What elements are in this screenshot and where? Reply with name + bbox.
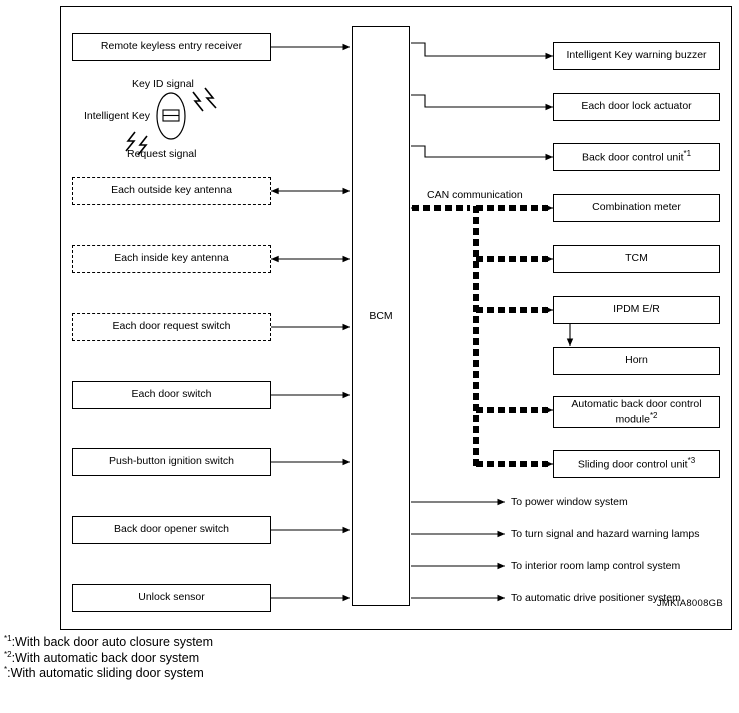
can-node-combination-meter [553,194,720,222]
input-label: Unlock sensor [138,591,205,604]
system-link-power-window: To power window system [511,496,628,508]
can-node-label: TCM [625,252,648,265]
can-node-ipdm-er [553,296,720,324]
input-label: Each inside key antenna [114,252,229,265]
output-box-intelligent-key-warning-buzzer [553,42,720,70]
bcm-label: BCM [369,310,393,322]
can-node-label: IPDM E/R [613,303,660,316]
footnote-text: :With automatic sliding door system [7,666,204,681]
input-box-unlock-sensor [72,584,271,612]
output-footnote-marker: *1 [683,149,692,159]
footnote-marker: * [4,665,8,675]
can-node-footnote-marker: *3 [687,456,696,466]
system-link-automatic-drive-positioner: To automatic drive positioner system [511,592,681,604]
output-box-each-door-lock-actuator [553,93,720,121]
system-link-turn-signal-hazard: To turn signal and hazard warning lamps [511,528,700,540]
can-node-label: Combination meter [592,201,681,214]
intelligent-key-label: Intelligent Key [84,110,150,122]
can-node-label: Horn [625,354,648,367]
can-node-label: Automatic back door control module [571,397,702,426]
input-box-each-door-switch [72,381,271,409]
input-label: Push-button ignition switch [109,455,234,468]
footnote-marker: *2 [4,649,12,659]
input-label: Each outside key antenna [111,184,232,197]
input-label: Each door request switch [112,320,231,333]
footnote-text: :With back door auto closure system [11,635,214,650]
input-box-remote-keyless-entry-receiver [72,33,271,61]
footnote-2 [4,650,604,666]
can-node-sliding-door-control-unit [553,450,720,478]
request-signal-label: Request signal [127,148,197,160]
bcm-block [352,26,410,606]
input-box-push-button-ignition-switch [72,448,271,476]
output-label: Each door lock actuator [581,100,692,113]
system-link-interior-room-lamp: To interior room lamp control system [511,560,681,572]
figure-code: JMKIA8008GB [656,598,723,609]
can-node-tcm [553,245,720,273]
output-label: Back door control unit [581,151,684,164]
input-box-each-outside-key-antenna [72,177,271,205]
key-id-signal-label: Key ID signal [132,78,194,90]
can-node-footnote-marker: *2 [649,410,658,420]
can-communication-label: CAN communication [427,189,523,201]
input-box-back-door-opener-switch [72,516,271,544]
input-label: Remote keyless entry receiver [100,40,243,53]
input-label: Back door opener switch [114,523,229,536]
can-node-automatic-back-door-control-module [553,396,720,428]
can-node-horn [553,347,720,375]
input-box-each-inside-key-antenna [72,245,271,273]
footnotes [4,634,604,681]
footnote-text: :With automatic back door system [11,650,200,665]
input-box-each-door-request-switch [72,313,271,341]
can-node-label: Sliding door control unit [577,458,688,471]
output-label: Intelligent Key warning buzzer [566,49,707,62]
footnote-1 [4,634,604,650]
input-label: Each door switch [131,388,212,401]
footnote-3 [4,665,604,681]
footnote-marker: *1 [4,634,12,643]
output-box-back-door-control-unit [553,143,720,171]
